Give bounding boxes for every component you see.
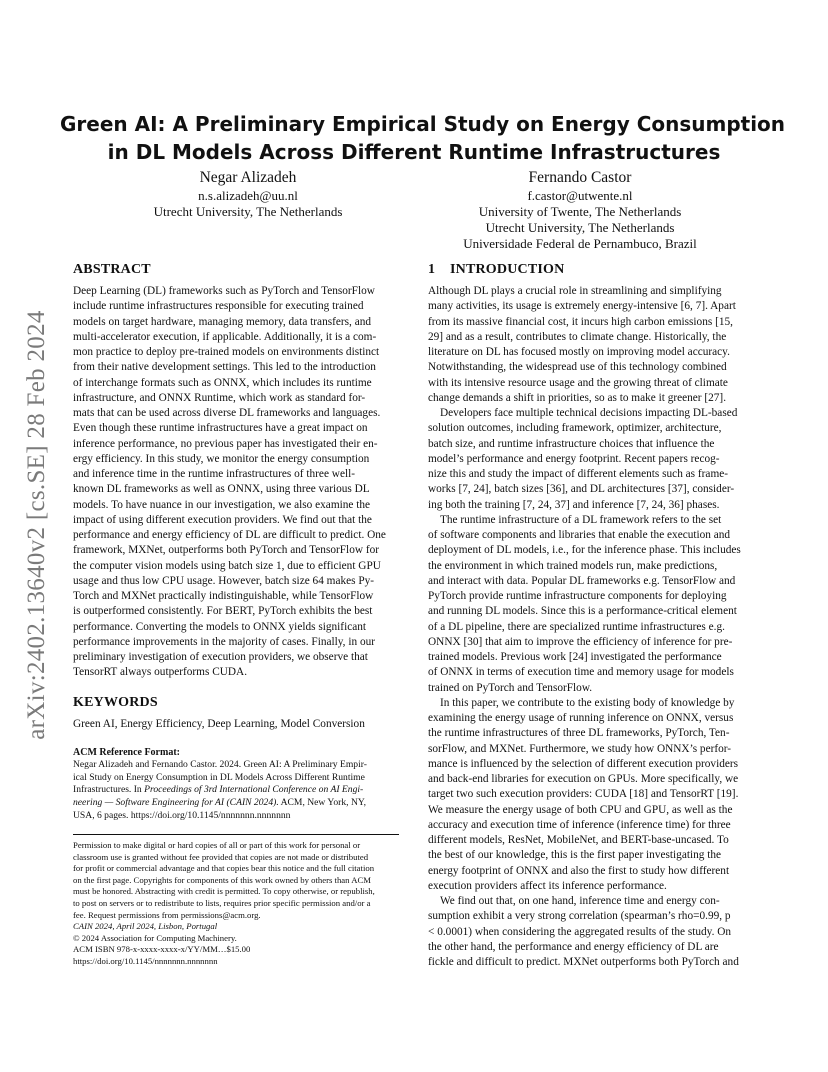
reference-format bbox=[73, 759, 401, 823]
abstract-line: infrastructure, and ONNX Runtime, which work as standard for- bbox=[73, 391, 366, 404]
abstract-line: models. To have nuance in our investigation, we also examine the bbox=[73, 498, 371, 511]
section-number: 1 bbox=[428, 262, 436, 277]
intro-line: ing both the training [7, 24, 37] and inference [7, 24, 36] phases. bbox=[428, 498, 720, 511]
footnote-line: to post on servers or to redistribute to lists, requires prior specific permission and/or a bbox=[73, 897, 371, 908]
intro-line: works [7, 24], batch sizes [36], and DL architectures [37], consider- bbox=[428, 483, 735, 496]
intro-line: many activities, its usage is extremely energy-intensive [6, 7]. Apart bbox=[428, 300, 736, 313]
abstract-line: models on target hardware, managing memory, data transfers, and bbox=[73, 315, 372, 328]
intro-line: different models, ResNet, MobileNet, and BERT-base-uncased. To bbox=[428, 834, 729, 846]
author-name: Fernando Castor bbox=[528, 169, 632, 186]
abstract-line: include runtime infrastructures responsible for executing trained bbox=[73, 300, 364, 313]
intro-paragraph bbox=[428, 894, 756, 970]
intro-line: with its intensive resource usage and the growing threat of climate bbox=[428, 376, 728, 389]
footnote-line: on the first page. Copyrights for components of this work owned by others than ACM bbox=[73, 874, 371, 885]
reference-text: ACM, New York, NY, bbox=[278, 797, 366, 809]
intro-line: trained models. Previous work [24] investigated the performance bbox=[428, 651, 722, 663]
intro-line: Developers face multiple technical decisions impacting DL-based bbox=[440, 407, 738, 419]
reference-proceedings: neering — Software Engineering for AI (CAIN 2024). bbox=[73, 797, 279, 809]
intro-paragraph bbox=[428, 406, 756, 513]
intro-line: and back-end libraries for execution on GPUs. More specifically, we bbox=[428, 773, 739, 785]
abstract-line: performance improvements in the majority of cases. Finally, in our bbox=[73, 635, 376, 648]
introduction-heading bbox=[428, 262, 756, 278]
footnote-line: classroom use is granted without fee provided that copies are not made or distributed bbox=[73, 851, 369, 862]
intro-line: the environment in which trained models run, make predictions, bbox=[428, 559, 718, 572]
intro-line: of ONNX in terms of execution time and memory usage for models bbox=[428, 666, 734, 679]
reference-text: Infrastructures. In bbox=[73, 784, 145, 796]
intro-line: the other hand, the performance and energy efficiency of DL are bbox=[428, 940, 719, 953]
title-line-1: Green AI: A Preliminary Empirical Study on Energy Consumption bbox=[60, 112, 786, 136]
right-column bbox=[428, 262, 756, 970]
reference-proceedings: Proceedings of 3rd International Conference on AI Engi- bbox=[144, 784, 364, 796]
author-affiliation: Universidade Federal de Pernambuco, Brazil bbox=[463, 236, 697, 251]
author-block-1 bbox=[120, 168, 376, 220]
title-line-2: in DL Models Across Different Runtime Infrastructures bbox=[107, 140, 721, 164]
intro-paragraph bbox=[428, 696, 756, 894]
intro-line: PyTorch provide runtime infrastructure components for deploying bbox=[428, 590, 727, 602]
abstract-line: performance. Converting the models to ONNX yields significant bbox=[73, 620, 367, 633]
abstract-line: known DL frameworks as well as ONNX, using three various DL bbox=[73, 483, 370, 496]
footnote-isbn: ACM ISBN 978-x-xxxx-xxxx-x/YY/MM…$15.00 bbox=[73, 944, 251, 955]
abstract-line: from their native development settings. This led to the introduction bbox=[73, 361, 376, 374]
abstract-line: the computer vision models using batch size 1, due to efficient GPU bbox=[73, 559, 381, 572]
abstract-line: inference performance, no previous paper has investigated their en- bbox=[73, 437, 378, 450]
author-email: n.s.alizadeh@uu.nl bbox=[198, 188, 298, 203]
intro-line: model’s performance and energy footprint. Recent papers recog- bbox=[428, 452, 720, 465]
intro-line: Notwithstanding, the widespread use of this technology combined bbox=[428, 361, 727, 374]
intro-line: accuracy and execution time of inference (inference time) for three bbox=[428, 818, 731, 831]
intro-line: of software components and libraries that enable the execution and bbox=[428, 529, 731, 541]
intro-line: We measure the energy usage of both CPU and GPU, as well as the bbox=[428, 803, 733, 816]
intro-line: and running DL models. Since this is a performance-critical element bbox=[428, 605, 737, 618]
left-column bbox=[73, 262, 401, 823]
footnote-venue: CAIN 2024, April 2024, Lisbon, Portugal bbox=[73, 921, 218, 932]
reference-line bbox=[73, 797, 401, 810]
intro-line: Although DL plays a crucial role in streamlining and simplifying bbox=[428, 285, 722, 297]
abstract-body bbox=[73, 284, 401, 681]
reference-line: ical Study on Energy Consumption in DL Models Across Different Runtime bbox=[73, 771, 365, 783]
keywords-heading: KEYWORDS bbox=[73, 694, 158, 710]
abstract-heading: ABSTRACT bbox=[73, 262, 151, 277]
footnote-line: for profit or commercial advantage and that copies bear this notice and the full citation bbox=[73, 863, 375, 874]
intro-line: mance is influenced by the selection of different execution providers bbox=[428, 757, 739, 770]
paper-title bbox=[60, 110, 786, 166]
intro-line: change demands a shift in priorities, so as to make it greener [27]. bbox=[428, 391, 727, 404]
intro-line: fickle and difficult to predict. MXNet outperforms both PyTorch and bbox=[428, 956, 739, 968]
intro-line: of a DL pipeline, there are specialized runtime infrastructures e.g. bbox=[428, 620, 725, 633]
intro-line: deployment of DL models, i.e., for the inference phase. This includes bbox=[428, 544, 741, 557]
abstract-line: Even though these runtime infrastructures have a great impact on bbox=[73, 422, 368, 435]
footnote-rule bbox=[73, 834, 399, 835]
intro-line: sumption exhibit a very strong correlation (spearman’s rho=0.99, p bbox=[428, 910, 731, 923]
reference-line bbox=[73, 784, 401, 797]
abstract-line: performance and energy efficiency of DL are difficult to predict. One bbox=[73, 529, 386, 541]
author-affiliation: University of Twente, The Netherlands bbox=[478, 204, 682, 219]
intro-line: the runtime infrastructures of three DL frameworks, PyTorch, Ten- bbox=[428, 727, 730, 740]
author-name: Negar Alizadeh bbox=[199, 169, 297, 186]
arxiv-id: arXiv:2402.13640v2 [cs.SE] 28 Feb 2024 bbox=[23, 310, 50, 740]
abstract-line: mon practice to deploy pre-trained models on environments distinct bbox=[73, 346, 380, 358]
abstract-line: Torch and MXNet practically indistinguishable, while TensorFlow bbox=[73, 590, 374, 602]
footnote-line: Permission to make digital or hard copies of all or part of this work for personal or bbox=[73, 840, 361, 850]
section-title: INTRODUCTION bbox=[450, 262, 565, 277]
intro-line: In this paper, we contribute to the existing body of knowledge by bbox=[440, 696, 735, 709]
intro-line: literature on DL has focused mostly on improving model accuracy. bbox=[428, 346, 730, 358]
abstract-line: preliminary investigation of execution providers, we observe that bbox=[73, 651, 368, 663]
footnote-line: must be honored. Abstracting with credit is permitted. To copy otherwise, or republish, bbox=[73, 886, 375, 897]
intro-line: examining the energy usage of running inference on ONNX, versus bbox=[428, 712, 734, 724]
footnote-doi: https://doi.org/10.1145/nnnnnnn.nnnnnnn bbox=[73, 955, 218, 966]
intro-line: We find out that, on one hand, inference time and energy con- bbox=[440, 895, 720, 907]
author-block-2 bbox=[448, 168, 712, 252]
intro-line: solution outcomes, including framework, optimizer, architecture, bbox=[428, 422, 722, 435]
abstract-line: Deep Learning (DL) frameworks such as PyTorch and TensorFlow bbox=[73, 285, 375, 297]
intro-line: from its massive financial cost, it incurs high carbon emissions [15, bbox=[428, 315, 733, 328]
intro-line: nize this and study the impact of different elements such as frame- bbox=[428, 468, 729, 480]
author-affiliation: Utrecht University, The Netherlands bbox=[153, 204, 343, 219]
abstract-line: TensorRT always outperforms CUDA. bbox=[73, 666, 248, 679]
abstract-line: is outperformed consistently. For BERT, PyTorch exhibits the best bbox=[73, 605, 373, 618]
intro-paragraph bbox=[428, 513, 756, 696]
intro-line: 29] and as a result, contributes to climate change. Historically, the bbox=[428, 330, 727, 343]
intro-line: < 0.0001) when considering the aggregated results of the study. On bbox=[428, 925, 732, 938]
abstract-line: multi-accelerator execution, if applicable. Additionally, it is a com- bbox=[73, 330, 377, 343]
abstract-line: of interchange formats such as ONNX, which includes its runtime bbox=[73, 376, 372, 389]
intro-line: trained on PyTorch and TensorFlow. bbox=[428, 681, 593, 694]
intro-line: The runtime infrastructure of a DL framework refers to the set bbox=[440, 513, 722, 526]
reference-format-heading: ACM Reference Format: bbox=[73, 746, 180, 758]
intro-line: energy footprint of ONNX and also the first to study how different bbox=[428, 864, 730, 877]
intro-line: execution providers affect its inference performance. bbox=[428, 879, 667, 892]
abstract-line: ergy efficiency. In this study, we monitor the energy consumption bbox=[73, 452, 370, 465]
arxiv-stamp bbox=[22, 290, 52, 760]
footnote-line: fee. Request permissions from permissions@acm.org. bbox=[73, 909, 261, 920]
abstract-line: impact of using different execution providers. We find out that the bbox=[73, 513, 372, 526]
reference-line: Negar Alizadeh and Fernando Castor. 2024. Green AI: A Preliminary Empir- bbox=[73, 758, 367, 770]
intro-line: and interact with data. Popular DL frameworks e.g. TensorFlow and bbox=[428, 574, 736, 587]
intro-line: sorFlow, and MXNet. Furthermore, we study how ONNX’s perfor- bbox=[428, 742, 732, 755]
abstract-line: and inference time in the runtime infrastructures of three well- bbox=[73, 468, 355, 480]
footnote-copyright: © 2024 Association for Computing Machinery. bbox=[73, 932, 237, 943]
intro-line: the best of our knowledge, this is the first paper investigating the bbox=[428, 849, 722, 862]
abstract-line: framework, MXNet, outperforms both PyTorch and TensorFlow for bbox=[73, 544, 379, 557]
intro-line: ONNX [30] that aim to improve the efficiency of inference for pre- bbox=[428, 635, 733, 648]
intro-paragraph bbox=[428, 284, 756, 406]
author-email: f.castor@utwente.nl bbox=[527, 188, 633, 203]
reference-line: USA, 6 pages. https://doi.org/10.1145/nnnnnnn.nnnnnnn bbox=[73, 809, 291, 821]
keywords-text: Green AI, Energy Efficiency, Deep Learning, Model Conversion bbox=[73, 717, 365, 730]
intro-line: batch size, and runtime infrastructure choices that influence the bbox=[428, 437, 715, 450]
intro-line: target two such execution providers: CUDA [18] and TensorRT [19]. bbox=[428, 788, 739, 801]
author-affiliation: Utrecht University, The Netherlands bbox=[485, 220, 675, 235]
abstract-line: usage and thus low CPU usage. However, batch size 64 makes Py- bbox=[73, 574, 375, 587]
permission-footnote bbox=[73, 840, 401, 968]
abstract-line: mats that can be used across diverse DL frameworks and languages. bbox=[73, 407, 381, 419]
